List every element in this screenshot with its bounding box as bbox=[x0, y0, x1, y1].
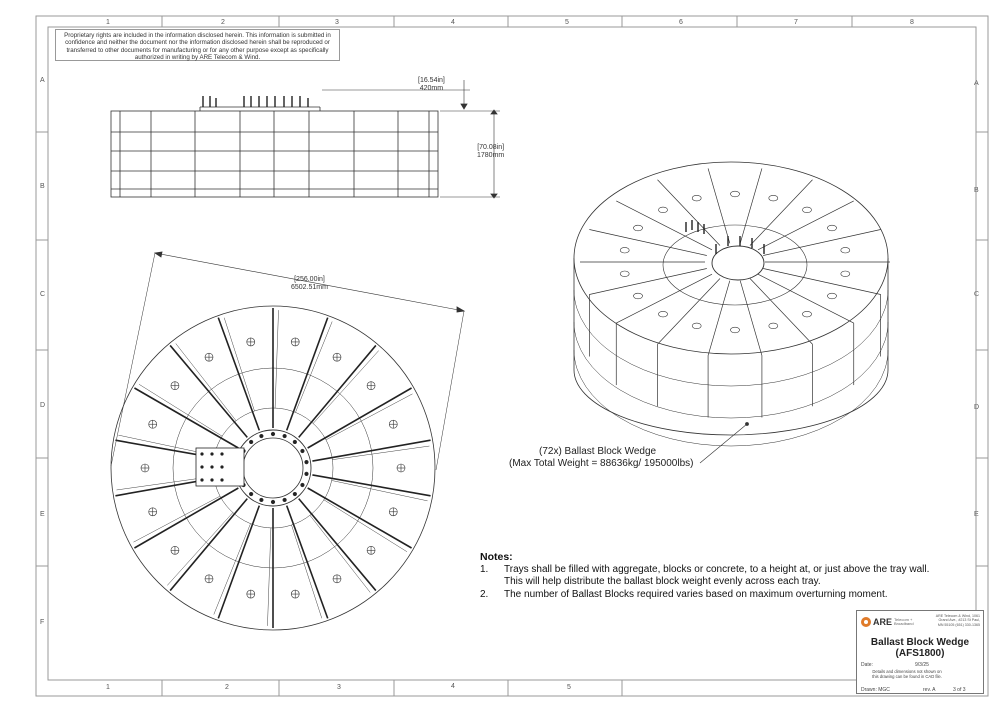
note-text: Trays shall be filled with aggregate, blocks or concrete, to a height at, or just above the tray wall. bbox=[504, 563, 930, 575]
wedge-divider bbox=[287, 318, 328, 431]
diameter-dimension-inches: [256.00in] bbox=[294, 276, 325, 283]
column-marker: 4 bbox=[451, 19, 455, 26]
row-marker: B bbox=[974, 187, 979, 194]
anchor-bolt-icon bbox=[260, 434, 264, 438]
wedge-edge bbox=[133, 496, 220, 542]
anchor-bolt-icon bbox=[283, 498, 287, 502]
row-marker: E bbox=[974, 511, 979, 518]
wedge-edge bbox=[214, 524, 251, 615]
anchor-bolt-icon bbox=[293, 440, 297, 444]
column-marker: 5 bbox=[565, 19, 569, 26]
wedge-divider bbox=[218, 318, 259, 431]
top-dimension-inches: [16.54in] bbox=[418, 77, 445, 84]
note-number: 1. bbox=[480, 563, 489, 575]
iso-lift-point-icon bbox=[802, 207, 811, 213]
iso-lift-point-icon bbox=[692, 195, 701, 201]
row-marker: A bbox=[40, 77, 45, 84]
plan-wedge-dividers bbox=[115, 308, 430, 628]
part-number: (AFS1800) bbox=[895, 648, 945, 659]
row-marker: C bbox=[40, 291, 46, 298]
anchor-bolt-icon bbox=[283, 434, 287, 438]
date-value: 9/3/25 bbox=[915, 662, 929, 668]
isometric-view bbox=[574, 162, 890, 463]
anchor-bolt-icon bbox=[260, 498, 264, 502]
wedge-callout-count: (72x) Ballast Block Wedge bbox=[539, 446, 657, 457]
side-elevation-view bbox=[111, 80, 500, 198]
proprietary-notice: Proprietary rights are included in the information disclosed herein. This information is submitted in confidence and neither the document nor the information disclosed herein shall be reproduced or transferred to other documents for manufacturing or for any other purpose except as specifically authorized in writing by ARE Telecom & Wind. bbox=[55, 29, 340, 61]
iso-lift-point-icon bbox=[634, 225, 643, 231]
row-marker: B bbox=[40, 183, 45, 190]
anchor-bolt-icon bbox=[301, 483, 305, 487]
height-dimension-label bbox=[477, 144, 504, 160]
company-address: ARE Telecom & Wind, 1061 Grand Ave., #213 St Paul, MN 55105 (651) 330-1365 bbox=[935, 614, 980, 627]
row-marker: E bbox=[40, 511, 45, 518]
note-number: 2. bbox=[480, 588, 489, 600]
wedge-divider bbox=[308, 388, 412, 448]
top-dimension-mm: 420mm bbox=[419, 85, 444, 92]
column-marker: 8 bbox=[910, 19, 914, 26]
iso-lift-point-icon bbox=[769, 195, 778, 201]
iso-lift-point-icon bbox=[620, 271, 629, 277]
iso-lift-point-icon bbox=[692, 323, 701, 329]
column-marker: 5 bbox=[567, 684, 571, 691]
note-text: The number of Ballast Blocks required varies based on maximum overturning moment. bbox=[504, 588, 888, 600]
anchor-bolt-icon bbox=[301, 449, 305, 453]
anchor-bolt-icon bbox=[305, 472, 309, 476]
wedge-divider bbox=[134, 388, 238, 448]
iso-lift-point-icon bbox=[802, 311, 811, 317]
iso-lift-point-icon bbox=[620, 247, 629, 253]
wedge-edge bbox=[275, 310, 278, 408]
wedge-edge bbox=[224, 318, 254, 411]
wedge-edge bbox=[292, 525, 322, 618]
column-marker: 2 bbox=[225, 684, 229, 691]
iso-lift-point-icon bbox=[827, 225, 836, 231]
wedge-edge bbox=[267, 528, 270, 626]
logo-subtext: Telecom + Broadband bbox=[894, 616, 914, 626]
iso-lift-point-icon bbox=[769, 323, 778, 329]
anchor-bolt-icon bbox=[249, 492, 253, 496]
wedge-divider bbox=[308, 488, 412, 548]
drawing-title bbox=[857, 637, 983, 659]
plan-view bbox=[111, 252, 464, 630]
wedge-edge bbox=[332, 446, 429, 460]
row-marker: D bbox=[40, 402, 46, 409]
column-marker: 1 bbox=[106, 19, 110, 26]
company-logo bbox=[861, 617, 914, 627]
revision: rev. A bbox=[923, 687, 936, 693]
iso-lift-point-icon bbox=[841, 247, 850, 253]
column-marker: 2 bbox=[221, 19, 225, 26]
iso-lift-point-icon bbox=[827, 293, 836, 299]
drawing-title-text: Ballast Block Wedge bbox=[870, 637, 970, 648]
column-marker: 4 bbox=[451, 683, 455, 690]
wedge-callout-weight: (Max Total Weight = 88636kg/ 195000lbs) bbox=[509, 458, 694, 469]
column-marker: 6 bbox=[679, 19, 683, 26]
wedge-divider bbox=[287, 506, 328, 619]
column-marker: 3 bbox=[335, 19, 339, 26]
diameter-dimension-mm: 6502.51mm bbox=[291, 284, 328, 291]
height-dimension-mm: 1780mm bbox=[477, 152, 505, 159]
drawn-by: Drawn: MGC bbox=[861, 687, 890, 693]
notes-section bbox=[480, 551, 960, 601]
row-marker: C bbox=[974, 291, 980, 298]
notes-title: Notes: bbox=[480, 551, 513, 563]
title-block bbox=[856, 610, 984, 694]
wedge-edge bbox=[332, 480, 428, 500]
diameter-dimension-label bbox=[291, 276, 328, 292]
column-marker: 3 bbox=[337, 684, 341, 691]
iso-lift-point-icon bbox=[731, 327, 740, 333]
iso-lift-point-icon bbox=[634, 293, 643, 299]
anchor-bolt-icon bbox=[271, 500, 275, 504]
wedge-divider bbox=[218, 506, 259, 619]
anchor-bolt-icon bbox=[271, 432, 275, 436]
logo-icon bbox=[861, 617, 871, 627]
note-item bbox=[480, 589, 960, 602]
cad-note: Details and dimensions not shown on this drawing can be found in CAD file. bbox=[872, 669, 942, 679]
iso-lift-point-icon bbox=[731, 191, 740, 197]
anchor-bolt-icon bbox=[305, 460, 309, 464]
row-marker: D bbox=[974, 404, 980, 411]
column-marker: 7 bbox=[794, 19, 798, 26]
note-continuation bbox=[480, 576, 960, 589]
column-marker: 1 bbox=[106, 684, 110, 691]
wedge-edge bbox=[295, 322, 332, 413]
iso-lift-point-icon bbox=[659, 311, 668, 317]
wedge-divider bbox=[312, 475, 430, 496]
wedge-divider bbox=[134, 488, 238, 548]
height-dimension-inches: [70.08in] bbox=[477, 144, 505, 151]
top-dimension-label bbox=[418, 77, 445, 93]
iso-lift-point-icon bbox=[841, 271, 850, 277]
logo-text: ARE bbox=[873, 617, 893, 627]
anchor-bolt-icon bbox=[249, 440, 253, 444]
note-item bbox=[480, 564, 960, 577]
row-marker: F bbox=[40, 619, 45, 626]
wedge-callout bbox=[509, 446, 693, 470]
anchor-bolt-icon bbox=[293, 492, 297, 496]
row-marker: A bbox=[974, 80, 979, 87]
iso-lift-point-icon bbox=[659, 207, 668, 213]
wedge-edge bbox=[326, 394, 413, 440]
wedge-divider bbox=[312, 440, 430, 461]
date-label: Date: bbox=[861, 662, 873, 668]
sheet-number: 3 of 3 bbox=[953, 687, 966, 693]
note-text-continued: This will help distribute the ballast block weight evenly across each tray. bbox=[504, 576, 821, 587]
